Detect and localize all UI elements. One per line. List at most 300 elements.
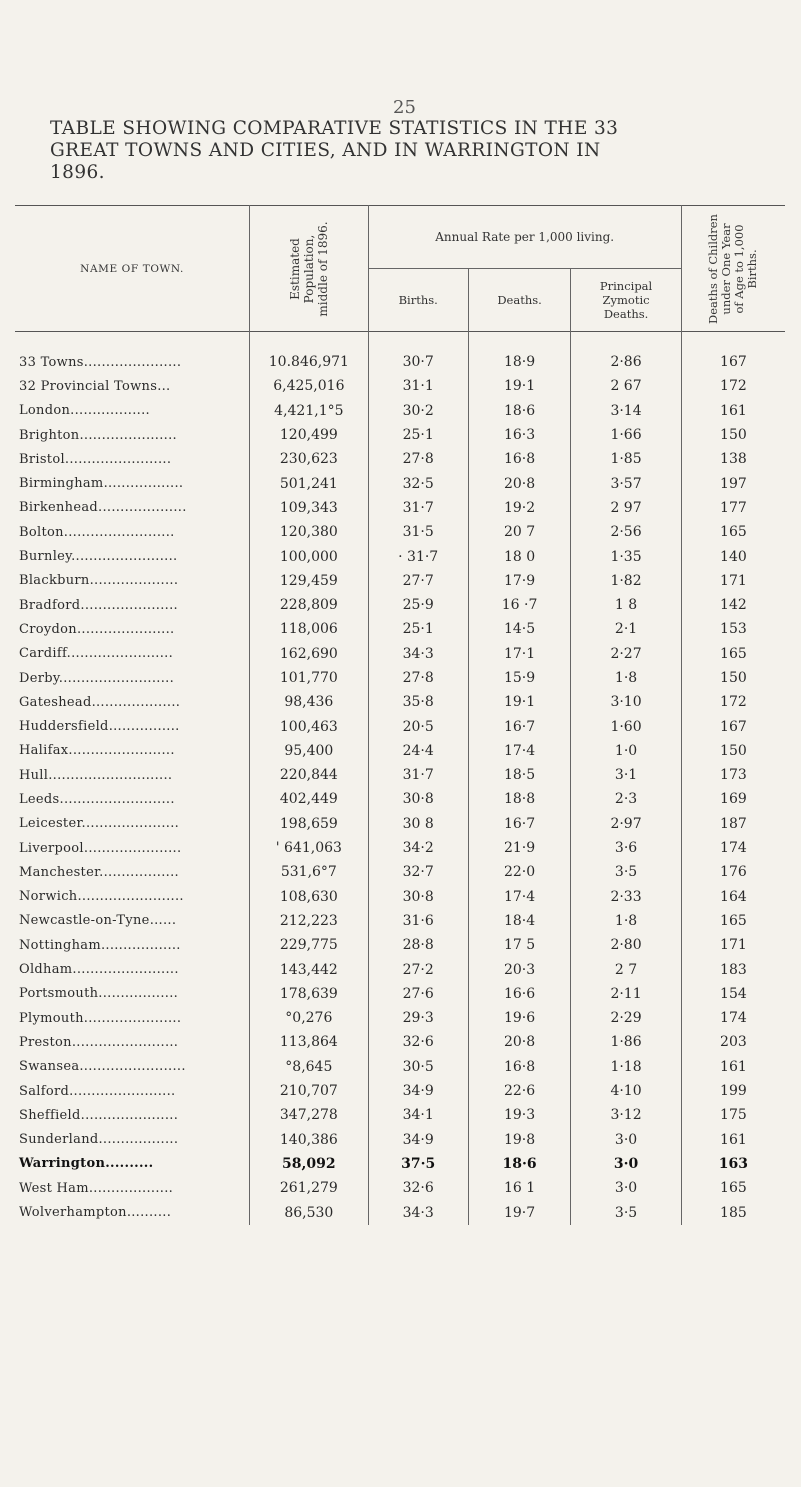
zymotic-rate: 2·33 bbox=[571, 885, 682, 909]
town-name-cell bbox=[15, 471, 250, 495]
table-row bbox=[15, 690, 785, 714]
leader-dots: .......... bbox=[105, 1156, 154, 1172]
town-name: Bradford bbox=[19, 597, 81, 613]
deaths-rate: 18·9 bbox=[468, 350, 571, 374]
deaths-rate: 19·1 bbox=[468, 690, 571, 714]
infant-deaths-rate: 165 bbox=[681, 909, 785, 933]
deaths-rate: 18·8 bbox=[468, 787, 571, 811]
table-row bbox=[15, 1030, 785, 1054]
deaths-rate: 16·7 bbox=[468, 812, 571, 836]
town-name: Nottingham bbox=[19, 937, 101, 953]
table-row bbox=[15, 1152, 785, 1176]
header-zymotic-line-1: Principal bbox=[599, 279, 653, 293]
leader-dots: .......................... bbox=[58, 670, 175, 686]
leader-dots: ........................ bbox=[79, 1059, 186, 1075]
population-value: 178,639 bbox=[250, 982, 368, 1006]
births-rate: 30·5 bbox=[368, 1055, 468, 1079]
town-name: Halifax bbox=[19, 743, 69, 759]
leader-dots: ...................... bbox=[80, 597, 178, 613]
town-name: Gateshead bbox=[19, 694, 92, 710]
births-rate: 30·8 bbox=[368, 787, 468, 811]
births-rate: 25·1 bbox=[368, 423, 468, 447]
table-row bbox=[15, 787, 785, 811]
population-value: 4,421,1°5 bbox=[250, 399, 368, 423]
town-name-cell bbox=[15, 666, 250, 690]
town-name-cell bbox=[15, 1200, 250, 1224]
header-population-line-3: middle of 1896. bbox=[315, 220, 330, 317]
deaths-rate: 17·1 bbox=[468, 642, 571, 666]
zymotic-rate: 3·57 bbox=[571, 471, 682, 495]
town-name-cell bbox=[15, 569, 250, 593]
town-name: Wolverhampton bbox=[19, 1205, 127, 1221]
zymotic-rate: 3·0 bbox=[571, 1128, 682, 1152]
zymotic-rate: 3·5 bbox=[571, 1200, 682, 1224]
town-name: 33 Towns bbox=[19, 354, 84, 370]
infant-deaths-rate: 165 bbox=[681, 1176, 785, 1200]
header-population-line-1: Estimated bbox=[287, 237, 302, 300]
zymotic-rate: 1·18 bbox=[571, 1055, 682, 1079]
table-row bbox=[15, 544, 785, 568]
deaths-rate: 15·9 bbox=[468, 666, 571, 690]
population-value: °8,645 bbox=[250, 1055, 368, 1079]
population-value: 120,380 bbox=[250, 520, 368, 544]
leader-dots: ...................... bbox=[80, 1107, 179, 1123]
population-value: 98,436 bbox=[250, 690, 368, 714]
town-name: Birmingham bbox=[19, 476, 104, 492]
deaths-rate: 16 1 bbox=[468, 1176, 571, 1200]
population-value: 347,278 bbox=[250, 1103, 368, 1127]
table-body bbox=[15, 350, 785, 1225]
table-row bbox=[15, 982, 785, 1006]
leader-dots: ........................ bbox=[66, 646, 174, 662]
title-line-3: 1896. bbox=[50, 162, 105, 183]
infant-deaths-rate: 161 bbox=[681, 1128, 785, 1152]
deaths-rate: 14·5 bbox=[468, 617, 571, 641]
zymotic-rate: 3·12 bbox=[571, 1103, 682, 1127]
town-name: Portsmouth bbox=[19, 986, 99, 1002]
population-value: 100,463 bbox=[250, 714, 368, 738]
infant-deaths-rate: 174 bbox=[681, 836, 785, 860]
table-row bbox=[15, 447, 785, 471]
population-value: 140,386 bbox=[250, 1128, 368, 1152]
deaths-rate: 17 5 bbox=[468, 933, 571, 957]
town-name: Blackburn bbox=[19, 573, 90, 589]
births-rate: 37·5 bbox=[368, 1152, 468, 1176]
infant-deaths-rate: 150 bbox=[681, 666, 785, 690]
zymotic-rate: 2 97 bbox=[571, 496, 682, 520]
leader-dots: .................. bbox=[98, 986, 179, 1002]
leader-dots: ...................... bbox=[79, 427, 177, 443]
town-name-cell bbox=[15, 447, 250, 471]
leader-dots: .................. bbox=[98, 1132, 179, 1148]
town-name-cell bbox=[15, 763, 250, 787]
births-rate: 30·8 bbox=[368, 885, 468, 909]
zymotic-rate: 2·97 bbox=[571, 812, 682, 836]
table-row bbox=[15, 763, 785, 787]
leader-dots: ...................... bbox=[83, 840, 182, 856]
header-infant-line-1: Deaths of Children bbox=[706, 213, 721, 324]
town-name: Sunderland bbox=[19, 1132, 99, 1148]
page-number: 25 bbox=[393, 97, 416, 118]
header-infant-line-2: under One Year bbox=[719, 222, 734, 315]
title-line-2: GREAT TOWNS AND CITIES, AND IN WARRINGTON IN bbox=[50, 140, 601, 161]
deaths-rate: 19·2 bbox=[468, 496, 571, 520]
table-title bbox=[50, 118, 770, 184]
town-name-cell bbox=[15, 982, 250, 1006]
population-value: 101,770 bbox=[250, 666, 368, 690]
infant-deaths-rate: 185 bbox=[681, 1200, 785, 1224]
deaths-rate: 16·7 bbox=[468, 714, 571, 738]
leader-dots: .......... bbox=[126, 1205, 172, 1221]
town-name: Newcastle-on-Tyne bbox=[19, 913, 150, 929]
leader-dots: ........................ bbox=[71, 1034, 179, 1050]
header-infant-line-4: Births. bbox=[745, 248, 760, 289]
births-rate: 30·7 bbox=[368, 350, 468, 374]
deaths-rate: 20·8 bbox=[468, 1030, 571, 1054]
births-rate: 34·1 bbox=[368, 1103, 468, 1127]
births-rate: 30·2 bbox=[368, 399, 468, 423]
town-name-cell bbox=[15, 909, 250, 933]
table-row bbox=[15, 471, 785, 495]
deaths-rate: 18·6 bbox=[468, 1152, 571, 1176]
infant-deaths-rate: 197 bbox=[681, 471, 785, 495]
zymotic-rate: 3·6 bbox=[571, 836, 682, 860]
deaths-rate: 17·4 bbox=[468, 739, 571, 763]
population-value: 109,343 bbox=[250, 496, 368, 520]
deaths-rate: 16·8 bbox=[468, 1055, 571, 1079]
births-rate: 32·6 bbox=[368, 1176, 468, 1200]
town-name-cell bbox=[15, 836, 250, 860]
population-value: 261,279 bbox=[250, 1176, 368, 1200]
table-row bbox=[15, 812, 785, 836]
leader-dots: ................... bbox=[88, 1180, 174, 1196]
town-name-cell bbox=[15, 350, 250, 374]
zymotic-rate: 3·10 bbox=[571, 690, 682, 714]
births-rate: 30 8 bbox=[368, 812, 468, 836]
zymotic-rate: 2·80 bbox=[571, 933, 682, 957]
town-name: Salford bbox=[19, 1083, 70, 1099]
town-name-cell bbox=[15, 739, 250, 763]
births-rate: 27·8 bbox=[368, 447, 468, 471]
town-name: Norwich bbox=[19, 889, 78, 905]
zymotic-rate: 3·0 bbox=[571, 1176, 682, 1200]
infant-deaths-rate: 165 bbox=[681, 520, 785, 544]
town-name-cell bbox=[15, 714, 250, 738]
infant-deaths-rate: 183 bbox=[681, 957, 785, 981]
births-rate: 32·7 bbox=[368, 860, 468, 884]
leader-dots: ........................ bbox=[71, 549, 178, 565]
births-rate: 31·7 bbox=[368, 496, 468, 520]
table-row bbox=[15, 1006, 785, 1030]
births-rate: 31·1 bbox=[368, 374, 468, 398]
infant-deaths-rate: 171 bbox=[681, 569, 785, 593]
zymotic-rate: 2 7 bbox=[571, 957, 682, 981]
infant-deaths-rate: 153 bbox=[681, 617, 785, 641]
leader-dots: ........................ bbox=[69, 1083, 176, 1099]
infant-deaths-rate: 175 bbox=[681, 1103, 785, 1127]
leader-dots: ... bbox=[157, 378, 171, 394]
deaths-rate: 16·6 bbox=[468, 982, 571, 1006]
leader-dots: ........................ bbox=[72, 962, 179, 978]
population-value: ' 641,063 bbox=[250, 836, 368, 860]
deaths-rate: 19·3 bbox=[468, 1103, 571, 1127]
town-name-cell bbox=[15, 787, 250, 811]
table-row bbox=[15, 1103, 785, 1127]
births-rate: 27·8 bbox=[368, 666, 468, 690]
table-row bbox=[15, 666, 785, 690]
population-value: 229,775 bbox=[250, 933, 368, 957]
infant-deaths-rate: 199 bbox=[681, 1079, 785, 1103]
leader-dots: ...................... bbox=[81, 816, 180, 832]
town-name-cell bbox=[15, 690, 250, 714]
population-value: °0,276 bbox=[250, 1006, 368, 1030]
town-name-cell bbox=[15, 544, 250, 568]
zymotic-rate: 1·35 bbox=[571, 544, 682, 568]
town-name: Huddersfield bbox=[19, 719, 109, 735]
town-name: Warrington bbox=[19, 1156, 106, 1172]
population-value: 228,809 bbox=[250, 593, 368, 617]
population-value: 230,623 bbox=[250, 447, 368, 471]
births-rate: 27·6 bbox=[368, 982, 468, 1006]
table-row bbox=[15, 642, 785, 666]
table-row bbox=[15, 520, 785, 544]
town-name-cell bbox=[15, 593, 250, 617]
deaths-rate: 18 0 bbox=[468, 544, 571, 568]
table-row bbox=[15, 617, 785, 641]
zymotic-rate: 2·11 bbox=[571, 982, 682, 1006]
births-rate: 34·3 bbox=[368, 1200, 468, 1224]
header-annual-rate: Annual Rate per 1,000 living. bbox=[368, 206, 681, 269]
table-row bbox=[15, 885, 785, 909]
header-zymotic bbox=[571, 269, 682, 332]
zymotic-rate: 4·10 bbox=[571, 1079, 682, 1103]
births-rate: 32·6 bbox=[368, 1030, 468, 1054]
deaths-rate: 20 7 bbox=[468, 520, 571, 544]
infant-deaths-rate: 154 bbox=[681, 982, 785, 1006]
births-rate: 31·5 bbox=[368, 520, 468, 544]
table-row bbox=[15, 1128, 785, 1152]
town-name-cell bbox=[15, 642, 250, 666]
zymotic-rate: 2·3 bbox=[571, 787, 682, 811]
table-row bbox=[15, 496, 785, 520]
infant-deaths-rate: 161 bbox=[681, 399, 785, 423]
table-row bbox=[15, 350, 785, 374]
population-value: 118,006 bbox=[250, 617, 368, 641]
population-value: 120,499 bbox=[250, 423, 368, 447]
town-name-cell bbox=[15, 1079, 250, 1103]
births-rate: 20·5 bbox=[368, 714, 468, 738]
header-population bbox=[250, 206, 368, 332]
town-name: Bolton bbox=[19, 524, 64, 540]
infant-deaths-rate: 164 bbox=[681, 885, 785, 909]
births-rate: 35·8 bbox=[368, 690, 468, 714]
births-rate: · 31·7 bbox=[368, 544, 468, 568]
infant-deaths-rate: 172 bbox=[681, 374, 785, 398]
infant-deaths-rate: 140 bbox=[681, 544, 785, 568]
leader-dots: .................... bbox=[89, 573, 179, 589]
deaths-rate: 18·5 bbox=[468, 763, 571, 787]
table-row bbox=[15, 836, 785, 860]
infant-deaths-rate: 142 bbox=[681, 593, 785, 617]
town-name-cell bbox=[15, 957, 250, 981]
infant-deaths-rate: 176 bbox=[681, 860, 785, 884]
deaths-rate: 22·0 bbox=[468, 860, 571, 884]
zymotic-rate: 1·82 bbox=[571, 569, 682, 593]
zymotic-rate: 1·0 bbox=[571, 739, 682, 763]
zymotic-rate: 3·5 bbox=[571, 860, 682, 884]
town-name: Burnley bbox=[19, 549, 72, 565]
population-value: 108,630 bbox=[250, 885, 368, 909]
town-name-cell bbox=[15, 1128, 250, 1152]
zymotic-rate: 2·86 bbox=[571, 350, 682, 374]
table-row bbox=[15, 593, 785, 617]
births-rate: 25·9 bbox=[368, 593, 468, 617]
town-name: Manchester bbox=[19, 864, 100, 880]
births-rate: 25·1 bbox=[368, 617, 468, 641]
town-name-cell bbox=[15, 812, 250, 836]
infant-deaths-rate: 169 bbox=[681, 787, 785, 811]
leader-dots: ........................ bbox=[77, 889, 184, 905]
deaths-rate: 18·4 bbox=[468, 909, 571, 933]
infant-deaths-rate: 174 bbox=[681, 1006, 785, 1030]
town-name: Leeds bbox=[19, 791, 60, 807]
town-name: Plymouth bbox=[19, 1010, 84, 1026]
town-name-cell bbox=[15, 1176, 250, 1200]
population-value: 162,690 bbox=[250, 642, 368, 666]
town-name-cell bbox=[15, 1006, 250, 1030]
births-rate: 34·9 bbox=[368, 1128, 468, 1152]
town-name: Brighton bbox=[19, 427, 80, 443]
leader-dots: .................. bbox=[70, 403, 150, 419]
zymotic-rate: 1·85 bbox=[571, 447, 682, 471]
zymotic-rate: 2 67 bbox=[571, 374, 682, 398]
header-infant-line-3: of Age to 1,000 bbox=[732, 223, 747, 314]
population-value: 129,459 bbox=[250, 569, 368, 593]
deaths-rate: 17·4 bbox=[468, 885, 571, 909]
deaths-rate: 19·6 bbox=[468, 1006, 571, 1030]
town-name: Birkenhead bbox=[19, 500, 99, 516]
town-name-cell bbox=[15, 860, 250, 884]
table-row bbox=[15, 714, 785, 738]
town-name: Cardiff bbox=[19, 646, 67, 662]
deaths-rate: 17·9 bbox=[468, 569, 571, 593]
table-row bbox=[15, 423, 785, 447]
deaths-rate: 19·1 bbox=[468, 374, 571, 398]
population-value: 198,659 bbox=[250, 812, 368, 836]
town-name-cell bbox=[15, 1103, 250, 1127]
town-name-cell bbox=[15, 617, 250, 641]
population-value: 86,530 bbox=[250, 1200, 368, 1224]
population-value: 95,400 bbox=[250, 739, 368, 763]
births-rate: 27·2 bbox=[368, 957, 468, 981]
town-name: Croydon bbox=[19, 621, 77, 637]
title-line-1: TABLE SHOWING COMPARATIVE STATISTICS IN THE 33 bbox=[50, 118, 619, 139]
table-row bbox=[15, 569, 785, 593]
town-name-cell bbox=[15, 933, 250, 957]
town-name: Hull bbox=[19, 767, 49, 783]
births-rate: 24·4 bbox=[368, 739, 468, 763]
table-row bbox=[15, 1176, 785, 1200]
infant-deaths-rate: 167 bbox=[681, 714, 785, 738]
table-row bbox=[15, 1079, 785, 1103]
town-name: Liverpool bbox=[19, 840, 84, 856]
header-births: Births. bbox=[368, 269, 468, 332]
births-rate: 32·5 bbox=[368, 471, 468, 495]
table-row bbox=[15, 1055, 785, 1079]
town-name: London bbox=[19, 403, 71, 419]
table-row bbox=[15, 933, 785, 957]
zymotic-rate: 2·27 bbox=[571, 642, 682, 666]
leader-dots: ......................... bbox=[63, 524, 175, 540]
births-rate: 31·6 bbox=[368, 909, 468, 933]
leader-dots: .................... bbox=[91, 694, 181, 710]
town-name-cell bbox=[15, 885, 250, 909]
zymotic-rate: 3·0 bbox=[571, 1152, 682, 1176]
header-zymotic-line-2: Zymotic bbox=[602, 293, 650, 307]
town-name: West Ham bbox=[19, 1180, 89, 1196]
births-rate: 28·8 bbox=[368, 933, 468, 957]
leader-dots: .................... bbox=[98, 500, 187, 516]
population-value: 113,864 bbox=[250, 1030, 368, 1054]
population-value: 100,000 bbox=[250, 544, 368, 568]
town-name-cell bbox=[15, 374, 250, 398]
infant-deaths-rate: 171 bbox=[681, 933, 785, 957]
leader-dots: .................. bbox=[99, 864, 179, 880]
births-rate: 29·3 bbox=[368, 1006, 468, 1030]
infant-deaths-rate: 161 bbox=[681, 1055, 785, 1079]
table-row bbox=[15, 399, 785, 423]
town-name: Oldham bbox=[19, 962, 73, 978]
table-row bbox=[15, 374, 785, 398]
deaths-rate: 21·9 bbox=[468, 836, 571, 860]
town-name: Sheffield bbox=[19, 1107, 81, 1123]
population-value: 58,092 bbox=[250, 1152, 368, 1176]
population-value: 10.846,971 bbox=[250, 350, 368, 374]
town-name: Leicester bbox=[19, 816, 82, 832]
zymotic-rate: 2·56 bbox=[571, 520, 682, 544]
town-name: Derby bbox=[19, 670, 59, 686]
town-name-cell bbox=[15, 520, 250, 544]
table-row bbox=[15, 957, 785, 981]
statistics-table bbox=[15, 205, 785, 1225]
town-name: 32 Provincial Towns bbox=[19, 378, 158, 394]
table-row bbox=[15, 1200, 785, 1224]
zymotic-rate: 1·86 bbox=[571, 1030, 682, 1054]
infant-deaths-rate: 203 bbox=[681, 1030, 785, 1054]
births-rate: 27·7 bbox=[368, 569, 468, 593]
header-population-line-2: Population, bbox=[301, 234, 316, 303]
leader-dots: .................. bbox=[103, 476, 184, 492]
infant-deaths-rate: 187 bbox=[681, 812, 785, 836]
deaths-rate: 22·6 bbox=[468, 1079, 571, 1103]
population-value: 220,844 bbox=[250, 763, 368, 787]
town-name-cell bbox=[15, 423, 250, 447]
deaths-rate: 16·3 bbox=[468, 423, 571, 447]
zymotic-rate: 1·60 bbox=[571, 714, 682, 738]
deaths-rate: 19·8 bbox=[468, 1128, 571, 1152]
leader-dots: ...................... bbox=[83, 354, 182, 370]
leader-dots: ...................... bbox=[83, 1010, 182, 1026]
leader-dots: ................ bbox=[108, 719, 180, 735]
leader-dots: .................. bbox=[100, 937, 181, 953]
leader-dots: ...... bbox=[149, 913, 177, 929]
deaths-rate: 18·6 bbox=[468, 399, 571, 423]
population-value: 402,449 bbox=[250, 787, 368, 811]
zymotic-rate: 2·1 bbox=[571, 617, 682, 641]
leader-dots: .......................... bbox=[59, 791, 175, 807]
deaths-rate: 16·8 bbox=[468, 447, 571, 471]
population-value: 6,425,016 bbox=[250, 374, 368, 398]
